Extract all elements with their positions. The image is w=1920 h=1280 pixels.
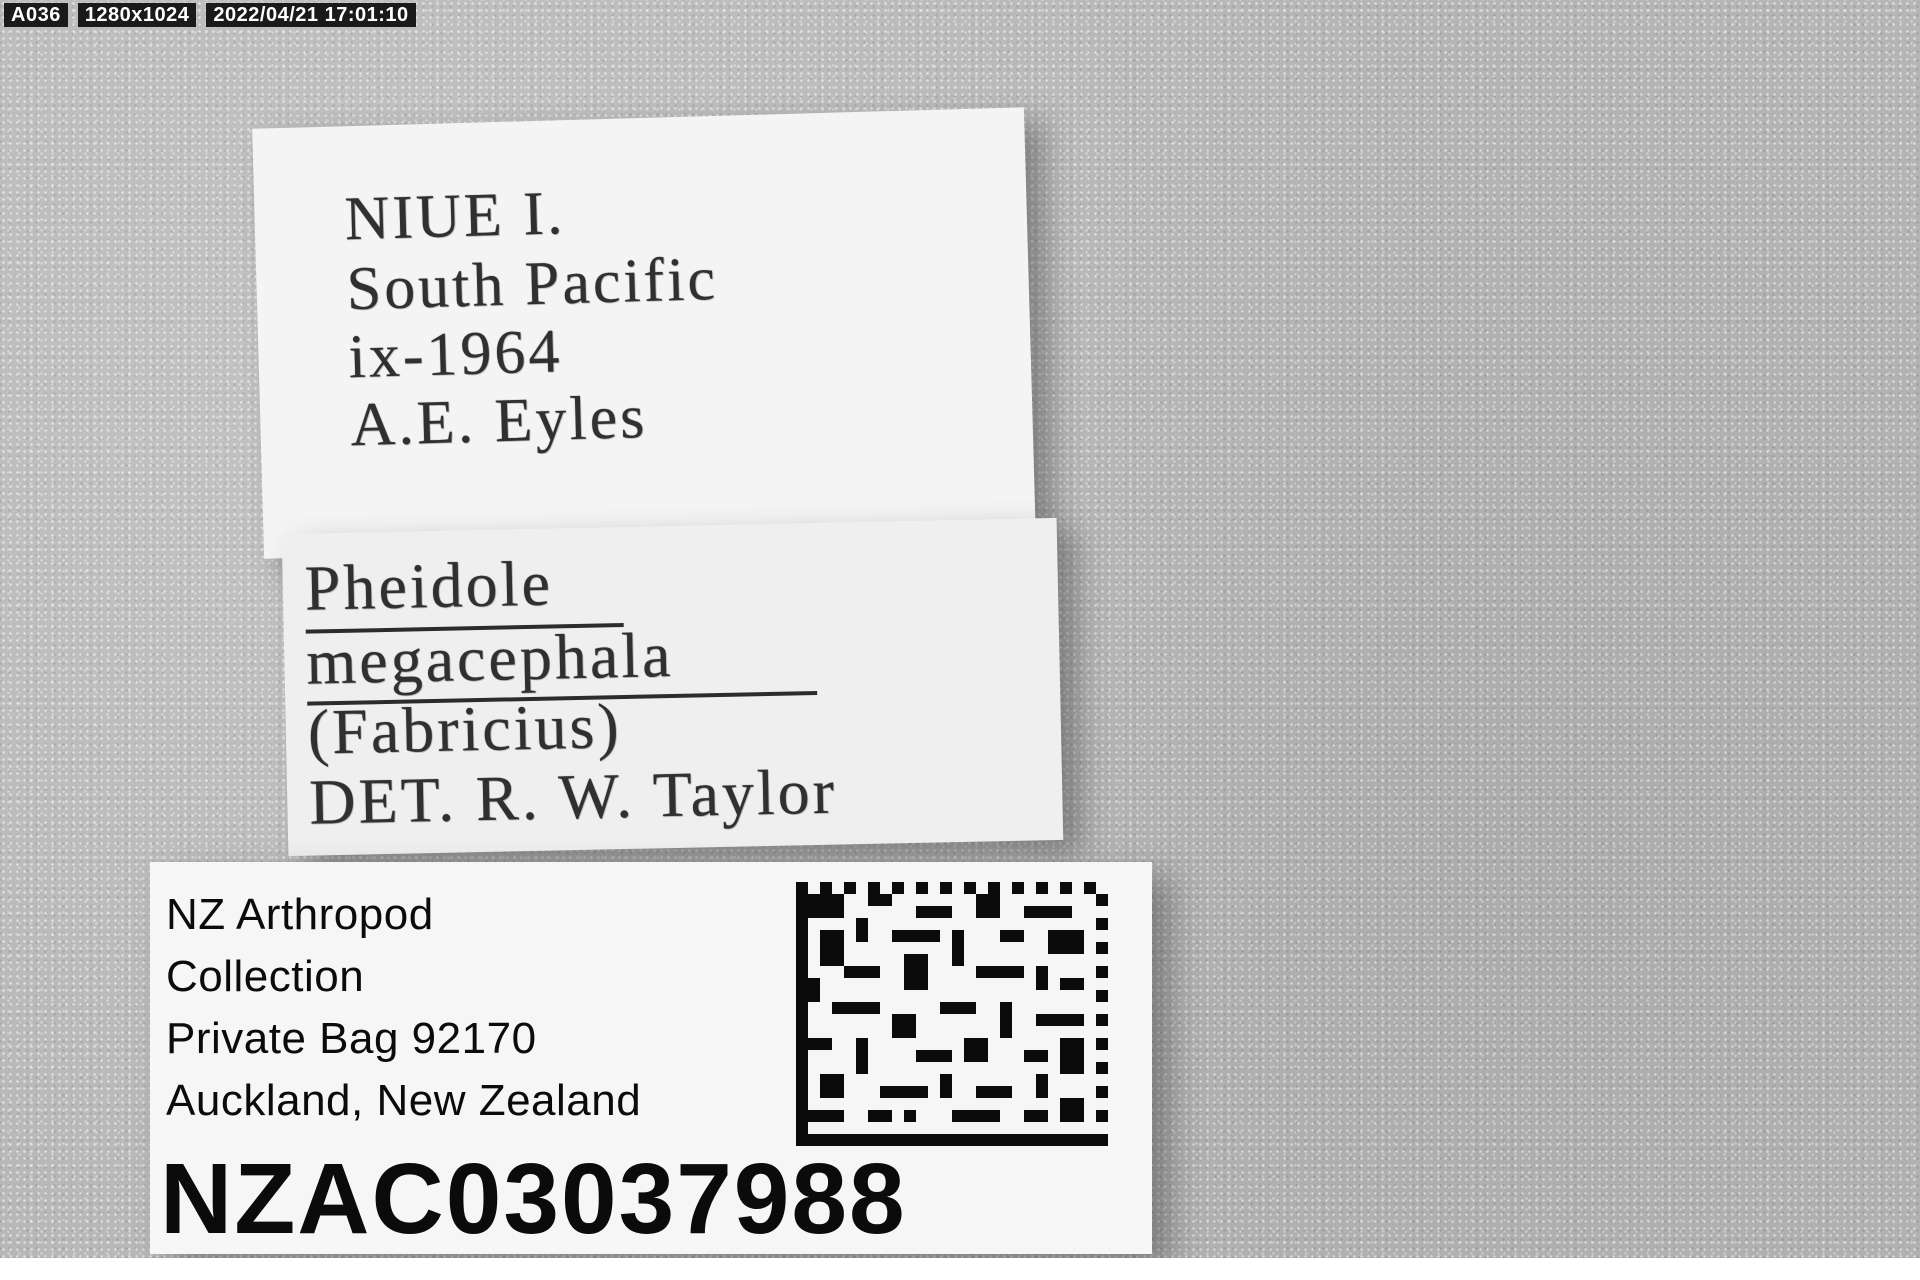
- species-name: megacephala: [305, 618, 675, 698]
- locality-label: [252, 107, 1036, 558]
- resolution-readout: 1280x1024: [78, 3, 197, 27]
- collection-line-3: Private Bag 92170: [166, 1014, 537, 1063]
- author-name: (Fabricius): [307, 690, 623, 768]
- collection-line-1: NZ Arthropod: [166, 890, 434, 939]
- camera-overlay: [4, 3, 416, 27]
- determination-label: [282, 518, 1064, 856]
- determiner-line: DET. R. W. Taylor: [308, 755, 838, 838]
- genus-name: Pheidole: [304, 547, 554, 624]
- locality-line-3: ix-1964: [347, 317, 564, 392]
- data-matrix-barcode-icon: [793, 882, 1111, 1146]
- locality-line-4: A.E. Eyles: [349, 382, 649, 460]
- locality-line-1: NIUE I.: [343, 179, 567, 254]
- camera-id: A036: [4, 3, 68, 27]
- collection-line-2: Collection: [166, 952, 365, 1001]
- bottom-strip: [0, 1258, 1920, 1280]
- collection-line-4: Auckland, New Zealand: [166, 1076, 642, 1125]
- locality-line-2: South Pacific: [345, 244, 719, 324]
- timestamp: 2022/04/21 17:01:10: [206, 3, 415, 27]
- collection-label: [150, 862, 1152, 1254]
- specimen-code: NZAC03037988: [160, 1143, 907, 1255]
